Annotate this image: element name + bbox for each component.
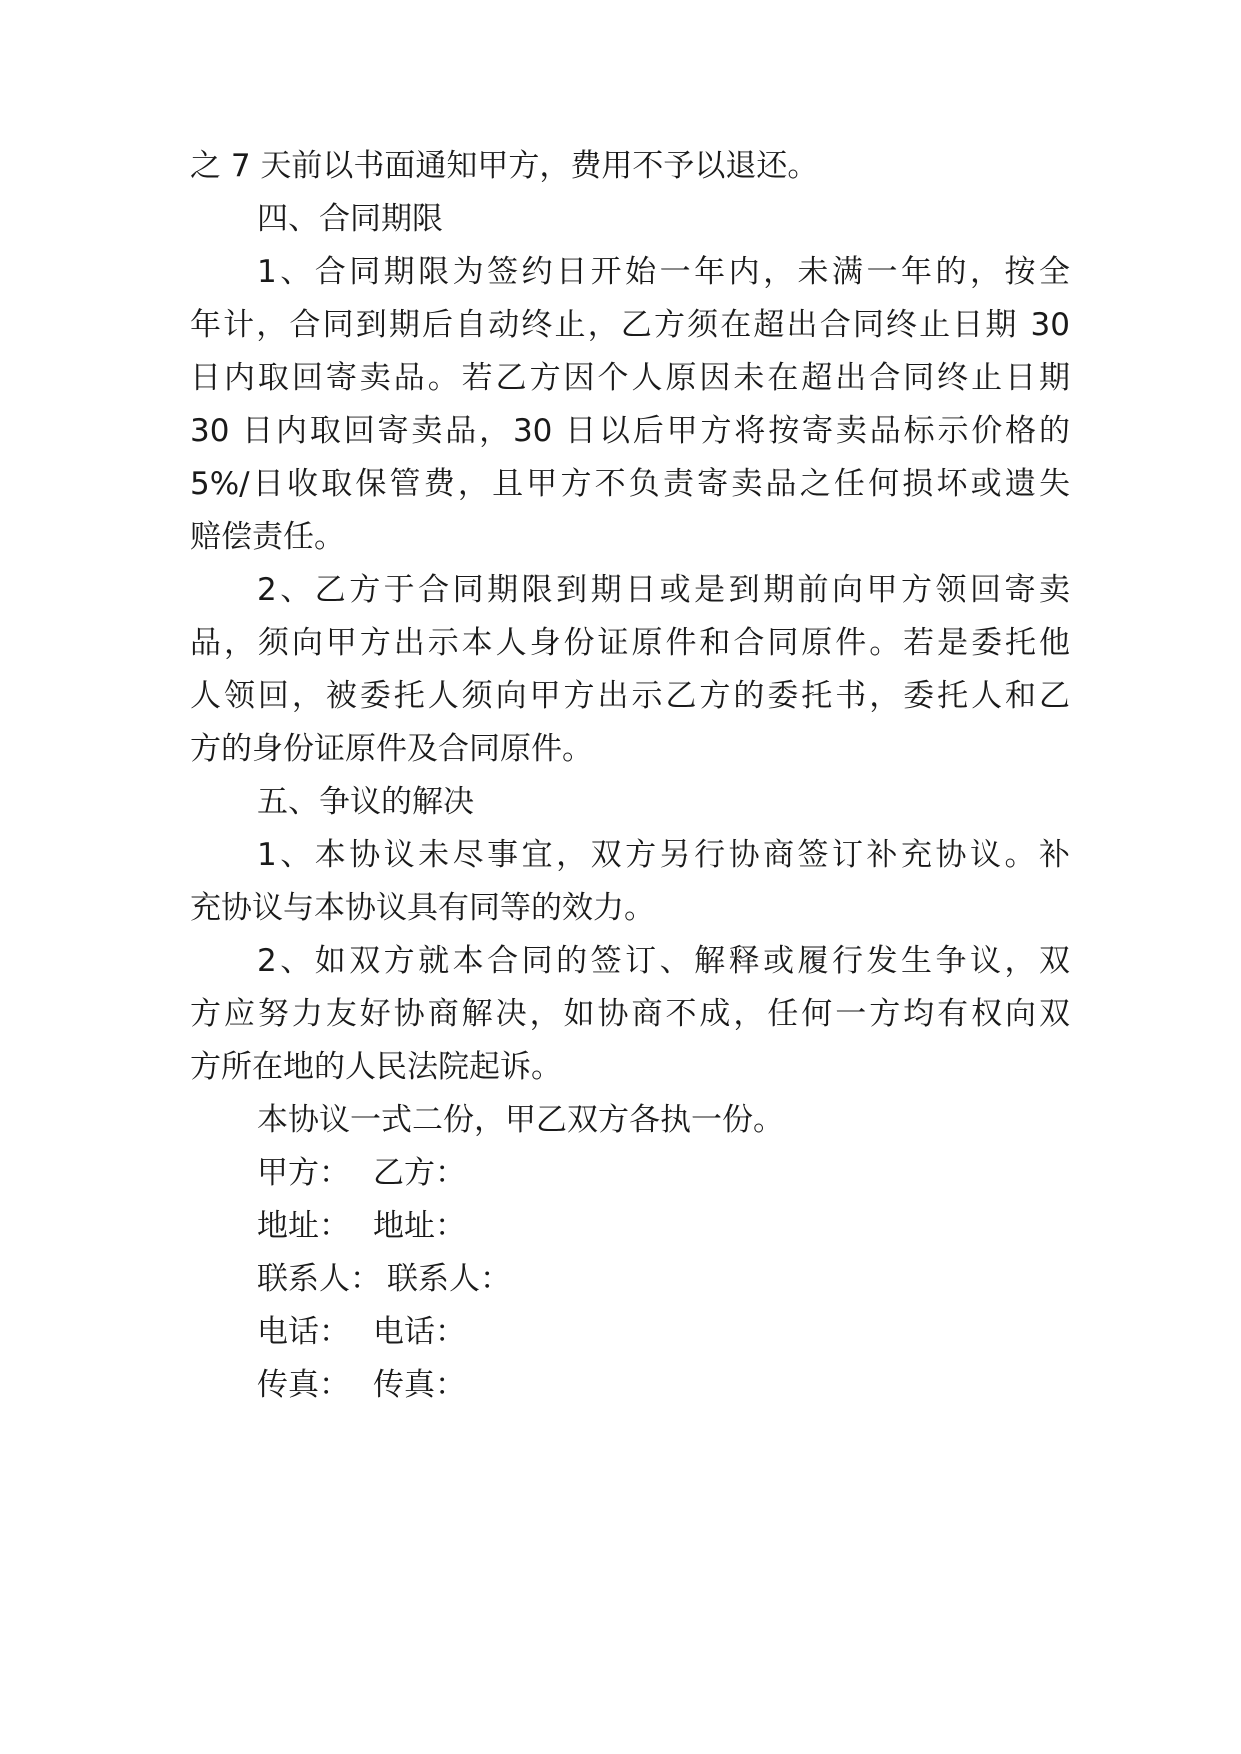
contact-b-label: 联系人： (387, 1261, 511, 1297)
paragraph-line: 5%/日收取保管费，且甲方不负责寄卖品之任何损坏或遗失 (190, 466, 1070, 502)
paragraph-line: 2、如双方就本合同的签订、解释或履行发生争议，双 (257, 943, 1070, 979)
paragraph-line: 赔偿责任。 (190, 519, 345, 555)
paragraph-line: 方应努力友好协商解决，如协商不成，任何一方均有权向双 (190, 996, 1070, 1032)
paragraph-line: 方所在地的人民法院起诉。 (190, 1049, 562, 1085)
fax-b-label: 传真： (373, 1367, 466, 1403)
paragraph-line: 日内取回寄卖品。若乙方因个人原因未在超出合同终止日期 (190, 360, 1070, 396)
paragraph-line: 品，须向甲方出示本人身份证原件和合同原件。若是委托他 (190, 625, 1070, 661)
phone-a-label: 电话： (257, 1314, 350, 1350)
address-a-label: 地址： (257, 1208, 350, 1244)
paragraph-line: 人领回，被委托人须向甲方出示乙方的委托书，委托人和乙 (190, 678, 1070, 714)
party-b-label: 乙方： (373, 1155, 466, 1191)
signature-row-party (257, 1153, 466, 1193)
section-heading: 五、争议的解决 (257, 784, 474, 820)
paragraph-line: 30 日内取回寄卖品，30 日以后甲方将按寄卖品标示价格的 (190, 413, 1070, 449)
contact-a-label: 联系人： (257, 1261, 381, 1297)
phone-b-label: 电话： (373, 1314, 466, 1350)
paragraph-line: 之 7 天前以书面通知甲方，费用不予以退还。 (190, 148, 819, 184)
paragraph-line: 年计，合同到期后自动终止，乙方须在超出合同终止日期 30 (190, 307, 1070, 343)
section-heading: 四、合同期限 (257, 201, 443, 237)
paragraph-line: 2、乙方于合同期限到期日或是到期前向甲方领回寄卖 (257, 572, 1070, 608)
signature-row-fax (257, 1365, 466, 1405)
signature-row-phone (257, 1312, 466, 1352)
closing-statement: 本协议一式二份，甲乙双方各执一份。 (257, 1102, 784, 1138)
paragraph-line: 方的身份证原件及合同原件。 (190, 731, 593, 767)
party-a-label: 甲方： (257, 1155, 350, 1191)
paragraph-line: 充协议与本协议具有同等的效力。 (190, 890, 655, 926)
signature-row-address (257, 1206, 466, 1246)
address-b-label: 地址： (373, 1208, 466, 1244)
paragraph-line: 1、本协议未尽事宜，双方另行协商签订补充协议。补 (257, 837, 1070, 873)
fax-a-label: 传真： (257, 1367, 350, 1403)
signature-row-contact (257, 1259, 511, 1299)
paragraph-line: 1、合同期限为签约日开始一年内，未满一年的，按全 (257, 254, 1070, 290)
